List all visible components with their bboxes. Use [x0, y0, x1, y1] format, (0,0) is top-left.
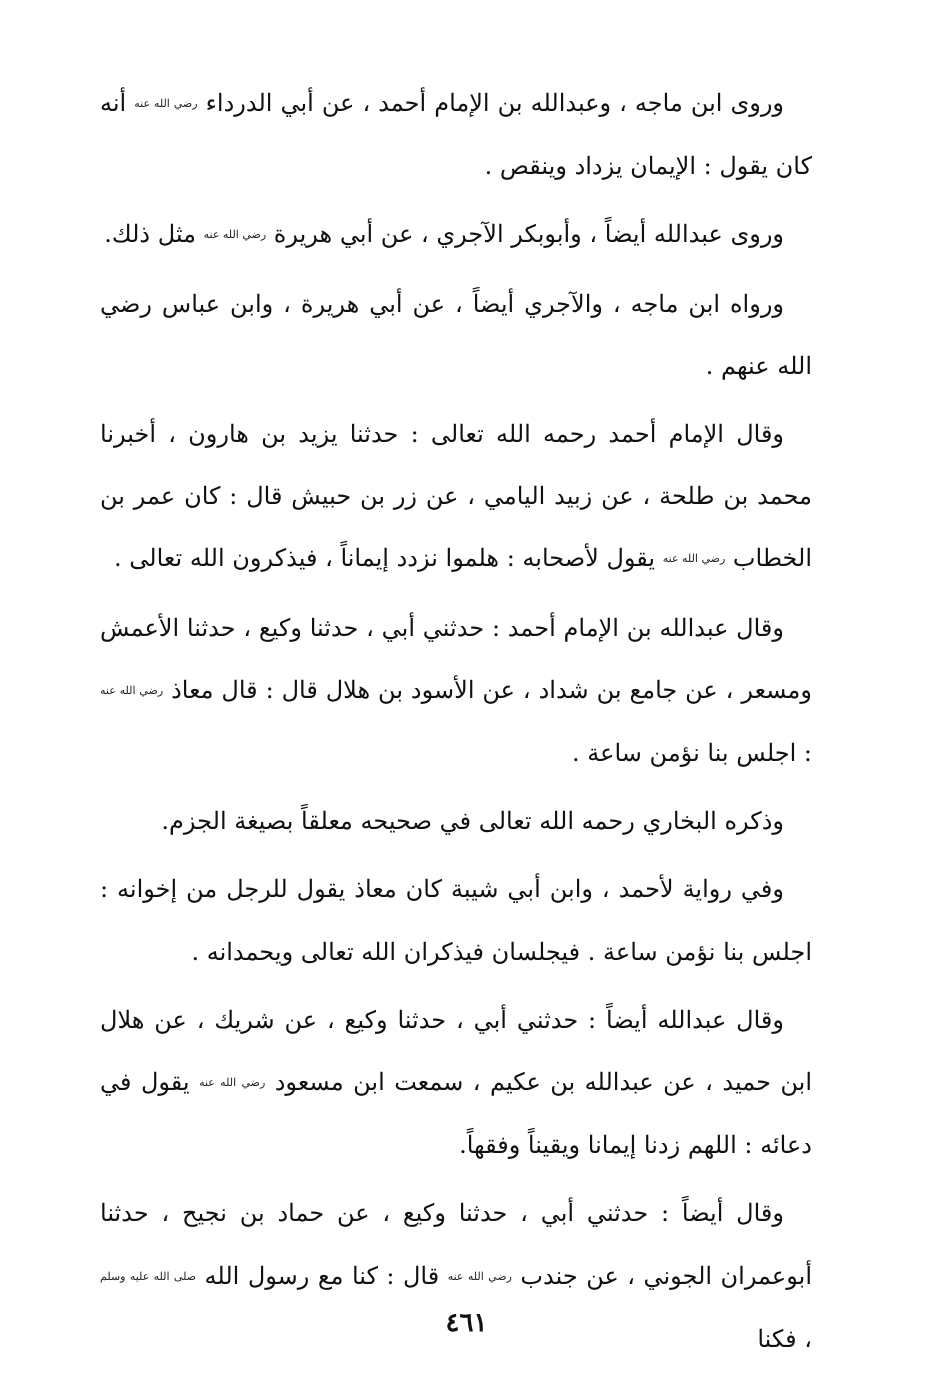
page-number: ٤٦١ — [445, 1308, 488, 1338]
text-segment: وقال الإمام أحمد رحمه الله تعالى : حدثنا يزيد بن هارون ، أخبرنا محمد بن طلحة ، عن زبيد اليامي ، عن زر بن حبيش قال : كان عمر بن الخطاب — [100, 420, 812, 573]
honorific-formula: رضي الله عنه — [134, 97, 198, 110]
text-segment: وقال عبدالله بن الإمام أحمد : حدثني أبي ، حدثنا وكيع ، حدثنا الأعمش ومسعر ، عن جامع بن شداد ، عن الأسود بن هلال قال : قال معاذ — [100, 613, 813, 704]
paragraph — [100, 203, 812, 266]
honorific-formula: رضي الله عنه — [662, 552, 726, 566]
text-segment: مثل ذلك. — [104, 220, 204, 249]
honorific-formula: صلى الله عليه وسلم — [100, 1269, 197, 1283]
text-segment: : اجلس بنا نؤمن ساعة . — [572, 739, 812, 768]
text-segment: قال : كنا مع رسول الله — [196, 1261, 448, 1290]
paragraph — [100, 597, 812, 785]
text-segment: وروى ابن ماجه ، وعبدالله بن الإمام أحمد ، عن أبي الدرداء — [197, 89, 785, 117]
text-segment: وروى عبدالله أيضاً ، وأبوبكر الآجري ، عن أبي هريرة — [266, 220, 784, 249]
paragraph — [100, 790, 812, 852]
paragraph — [100, 72, 812, 197]
paragraph — [100, 1182, 812, 1370]
text-segment: وقال أيضاً : حدثني أبي ، حدثنا وكيع ، عن حماد بن نجيح ، حدثنا أبوعمران الجوني ، عن جندب — [100, 1199, 813, 1290]
text-segment: أنه كان يقول : الإيمان يزداد وينقص . — [100, 89, 812, 181]
honorific-formula: رضي الله عنه — [199, 1076, 266, 1090]
text-segment: وذكره البخاري رحمه الله تعالى في صحيحه معلقاً بصيغة الجزم. — [161, 807, 784, 836]
text-segment: وقال عبدالله أيضاً : حدثني أبي ، حدثنا وكيع ، عن شريك ، عن هلال ابن حميد ، عن عبدالله بن عكيم ، سمعت ابن مسعود — [100, 1005, 812, 1097]
text-segment: وفي رواية لأحمد ، وابن أبي شيبة كان معاذ يقول للرجل من إخوانه : اجلس بنا نؤمن ساعة . فيجلسان فيذكران الله تعالى ويحمدانه . — [100, 875, 812, 966]
text-segment: ورواه ابن ماجه ، والآجري أيضاً ، عن أبي هريرة ، وابن عباس رضي الله عنهم . — [100, 289, 812, 380]
honorific-formula: رضي الله عنه — [447, 1269, 512, 1283]
paragraph — [100, 989, 812, 1177]
text-segment: يقول لأصحابه : هلموا نزدد إيماناً ، فيذكرون الله تعالى . — [114, 544, 663, 573]
honorific-formula: رضي الله عنه — [100, 683, 164, 697]
paragraph — [100, 403, 812, 591]
paragraph — [100, 273, 812, 397]
paragraph — [100, 858, 812, 982]
text-segment: يقول في دعائه : اللهم زدنا إيمانا ويقيناً وفقهاً. — [100, 1068, 812, 1160]
body-text — [100, 72, 812, 1376]
text-segment: ، فكنا — [757, 1324, 812, 1353]
honorific-formula: رضي الله عنه — [203, 228, 267, 242]
